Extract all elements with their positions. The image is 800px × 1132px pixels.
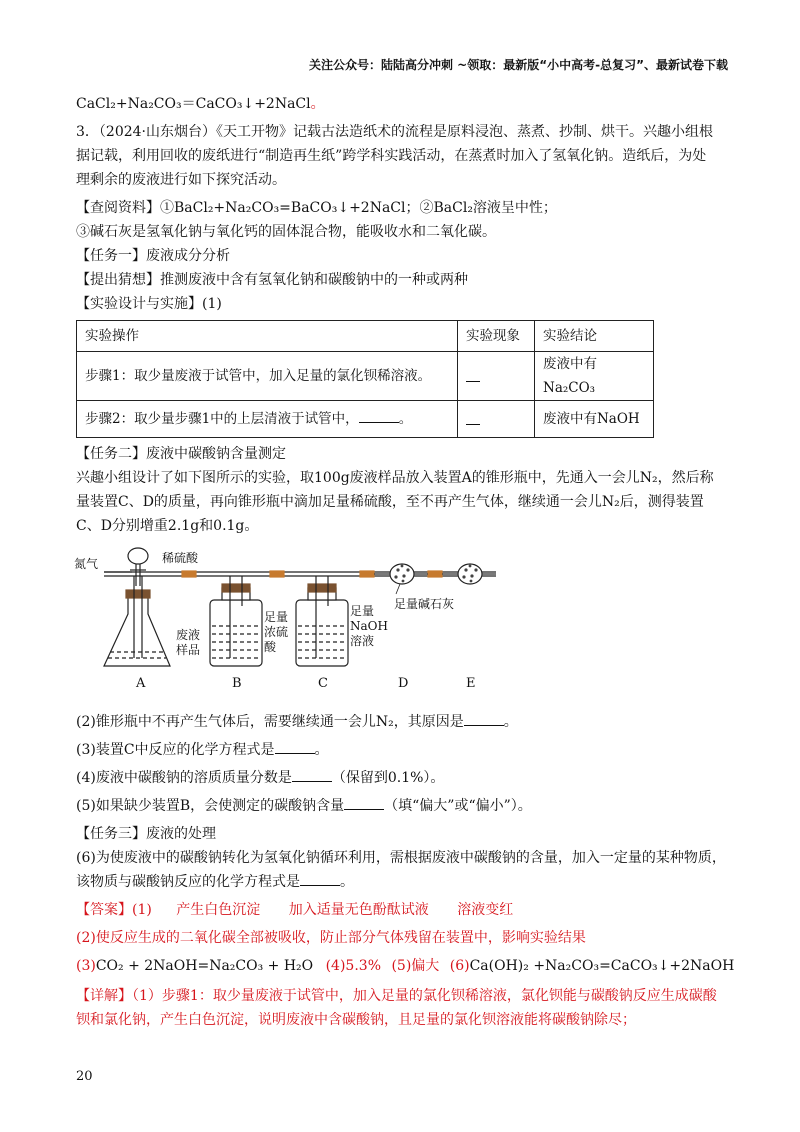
label-e: E xyxy=(466,676,476,691)
flask-a xyxy=(104,598,170,666)
detail-line-1: 【详解】（1）步骤1：取少量废液于试管中，加入足量的氯化钡稀溶液，氯化钡能与碳酸钠反应生成碳酸 xyxy=(76,988,717,1004)
answer-blank xyxy=(275,739,315,754)
label-a: A xyxy=(136,676,146,691)
table-header-cell: 实验现象 xyxy=(458,321,535,352)
table-cell-conclusion: 废液中有Na₂CO₃ xyxy=(535,352,654,401)
reference-2: ③碱石灰是氢氧化钠与氧化钙的固体混合物，能吸收水和二氧化碳。 xyxy=(76,224,496,240)
question-intro: 3．（2024·山东烟台）《天工开物》记载古法造纸术的流程是原料浸泡、蒸煮、抄制、烘干。兴趣小组根 xyxy=(76,124,713,140)
label-dilute-acid: 稀硫酸 xyxy=(162,551,199,565)
question-2: (2)锥形瓶中不再产生气体后，需要继续通一会儿N₂，其原因是 。 xyxy=(76,710,728,734)
answer-blank xyxy=(466,414,480,425)
top-equation: CaCl₂+Na₂CO₃＝CaCO₃↓+2NaCl。 xyxy=(76,96,325,112)
experiment-table xyxy=(76,320,654,438)
table-row xyxy=(77,401,654,438)
table-header-cell: 实验结论 xyxy=(535,321,654,352)
answer-line-3: (3)CO₂ + 2NaOH=Na₂CO₃ + H₂O (4)5.3% (5)偏大 (6)Ca(OH)₂ +Na₂CO₃=CaCO₃↓+2NaOH xyxy=(76,958,735,974)
design-heading: 【实验设计与实施】(1) xyxy=(76,296,222,312)
task-two-text-1: 兴趣小组设计了如下图所示的实验，取100g废液样品放入装置A的锥形瓶中，先通入一会儿N₂，然后称 xyxy=(76,470,714,486)
bottle-b xyxy=(210,600,262,666)
question-3: (3)装置C中反应的化学方程式是 。 xyxy=(76,738,728,762)
funnel-bulb xyxy=(128,548,148,564)
task-three-heading: 【任务三】废液的处理 xyxy=(76,826,216,842)
table-row xyxy=(77,352,654,401)
document-body xyxy=(74,92,735,1032)
question-6-line-2: 该物质与碳酸钠反应的化学方程式是 。 xyxy=(76,870,728,894)
bottle-c xyxy=(296,600,348,666)
label-d: D xyxy=(398,676,409,691)
table-cell-conclusion: 废液中有NaOH xyxy=(535,401,654,438)
apparatus-diagram xyxy=(76,546,728,706)
task-two-text-3: C、D分别增重2.1g和0.1g。 xyxy=(76,518,259,534)
label-sample: 废液 样品 xyxy=(176,628,201,657)
table-header-cell: 实验操作 xyxy=(77,321,458,352)
table-header-row xyxy=(77,321,654,352)
detail-line-2: 钡和氯化钠，产生白色沉淀，说明废液中含碳酸钠，且足量的氯化钡溶液能将碳酸钠除尽； xyxy=(76,1012,636,1028)
answer-blank xyxy=(300,871,340,886)
table-cell-operation: 步骤1：取少量废液于试管中，加入足量的氯化钡稀溶液。 xyxy=(77,352,458,401)
answer-line-2: (2)使反应生成的二氧化碳全部被吸收，防止部分气体残留在装置中，影响实验结果 xyxy=(76,930,586,946)
table-cell-phenomenon xyxy=(458,352,535,401)
apparatus-drawing xyxy=(70,546,722,706)
label-nitrogen: 氮气 xyxy=(74,557,99,571)
table-cell-operation: 步骤2：取少量步骤1中的上层清液于试管中， 。 xyxy=(77,401,458,438)
task-two-heading: 【任务二】废液中碳酸钠含量测定 xyxy=(76,446,286,462)
answer-line-1: 【答案】(1) 产生白色沉淀 加入适量无色酚酞试液 溶液变红 xyxy=(76,902,514,918)
answer-blank xyxy=(359,408,399,423)
answer-blank xyxy=(466,371,480,382)
answer-blank xyxy=(292,767,332,782)
reference-1: 【查阅资料】①BaCl₂+Na₂CO₃=BaCO₃↓+2NaCl；②BaCl₂溶液呈中性； xyxy=(76,200,557,216)
label-soda-lime: 足量碱石灰 xyxy=(394,597,455,611)
answer-blank xyxy=(464,711,504,726)
question-5: (5)如果缺少装置B，会使测定的碳酸钠含量 （填“偏大”或“偏小”）。 xyxy=(76,794,728,818)
question-6-line-1: (6)为使废液中的碳酸钠转化为氢氧化钠循环利用，需根据废液中碳酸钠的含量，加入一定量的某种物质， xyxy=(76,850,726,866)
label-b: B xyxy=(232,676,242,691)
hypothesis: 【提出猜想】推测废液中含有氢氧化钠和碳酸钠中的一种或两种 xyxy=(76,272,468,288)
page-header: 关注公众号：陆陆高分冲刺 ~领取：最新版“小中高考-总复习”、最新试卷下载 xyxy=(309,58,728,72)
question-intro-3: 理剩余的废液进行如下探究活动。 xyxy=(76,172,286,188)
question-intro-2: 据记载，利用回收的废纸进行“制造再生纸”跨学科实践活动，在蒸煮时加入了氢氧化钠。造纸后，为处 xyxy=(76,148,707,164)
page-number: 20 xyxy=(76,1069,93,1084)
label-naoh: 足量 NaOH 溶液 xyxy=(350,604,388,648)
task-two-text-2: 量装置C、D的质量，再向锥形瓶中滴加足量稀硫酸，至不再产生气体，继续通一会儿N₂后，测得装置 xyxy=(76,494,704,510)
answer-blank xyxy=(344,795,384,810)
label-c: C xyxy=(318,676,328,691)
label-conc-acid: 足量 浓硫 酸 xyxy=(264,610,289,654)
question-4: (4)废液中碳酸钠的溶质质量分数是 （保留到0.1%）。 xyxy=(76,766,728,790)
task-one-heading: 【任务一】废液成分分析 xyxy=(76,248,230,264)
table-cell-phenomenon xyxy=(458,401,535,438)
